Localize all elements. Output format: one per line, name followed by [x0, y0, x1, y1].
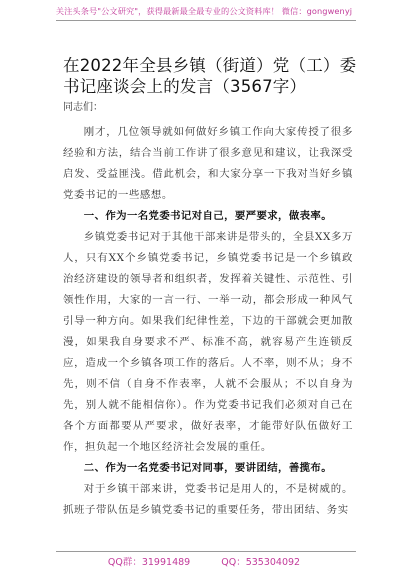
header-banner: 关注头条号"公文研究"，获得最新最全最专业的公文资料库！ 微信：gongwenyj	[55, 6, 353, 16]
footer	[0, 554, 408, 568]
document-body	[63, 122, 353, 521]
section-heading: 二、作为一名党委书记对同事，要讲团结，善揽布。	[83, 462, 332, 474]
salutation: 同志们：	[63, 102, 103, 113]
body-paragraph: 乡镇党委书记对于其他干部来讲是带头的，全县XX多万人，只有XX个乡镇党委书记，乡镇党委书记是一个乡镇政治经济建设的领导者和组织者，发挥着关键性、示范性、引领性作用，大家的一言一行、一举一动，都会形成一种风气引导一种方向。如果我们纪律性差，下边的干部就会更加散漫，如果我自身要求不严、标准不高，就容易产生连锁反应，造成一个乡镇各项工作的落后。人不率，则不从；身不先，则不信（自身不作表率，人就不会服从；不以自身为先，别人就不能相信你）。作为党委书记我们必须对自己在各个方面都要从严要求，做好表率，才能带好队伍做好工作，担负起一个地区经济社会发展的重任。	[63, 231, 353, 453]
footer-divider	[56, 551, 356, 552]
footer-qq-group: QQ群：31991489	[107, 557, 191, 568]
footer-qq-number: QQ：535304092	[221, 557, 301, 568]
section-heading: 一、作为一名党委书记对自己，要严要求，做表率。	[83, 210, 332, 222]
body-paragraph: 刚才，几位领导就如何做好乡镇工作向大家传授了很多经验和方法，结合当前工作讲了很多意见和建议，让我深受启发、受益匪浅。借此机会，和大家分享一下我对当好乡镇党委书记的一些感想。	[63, 126, 353, 201]
document-title: 在2022年全县乡镇（街道）党（工）委书记座谈会上的发言（3567字）	[63, 56, 357, 96]
header-divider	[56, 20, 356, 21]
body-paragraph: 对于乡镇干部来讲，党委书记是用人的，不是树威的。抓班子带队伍是乡镇党委书记的重要任务，带出团结、务实	[63, 483, 353, 516]
